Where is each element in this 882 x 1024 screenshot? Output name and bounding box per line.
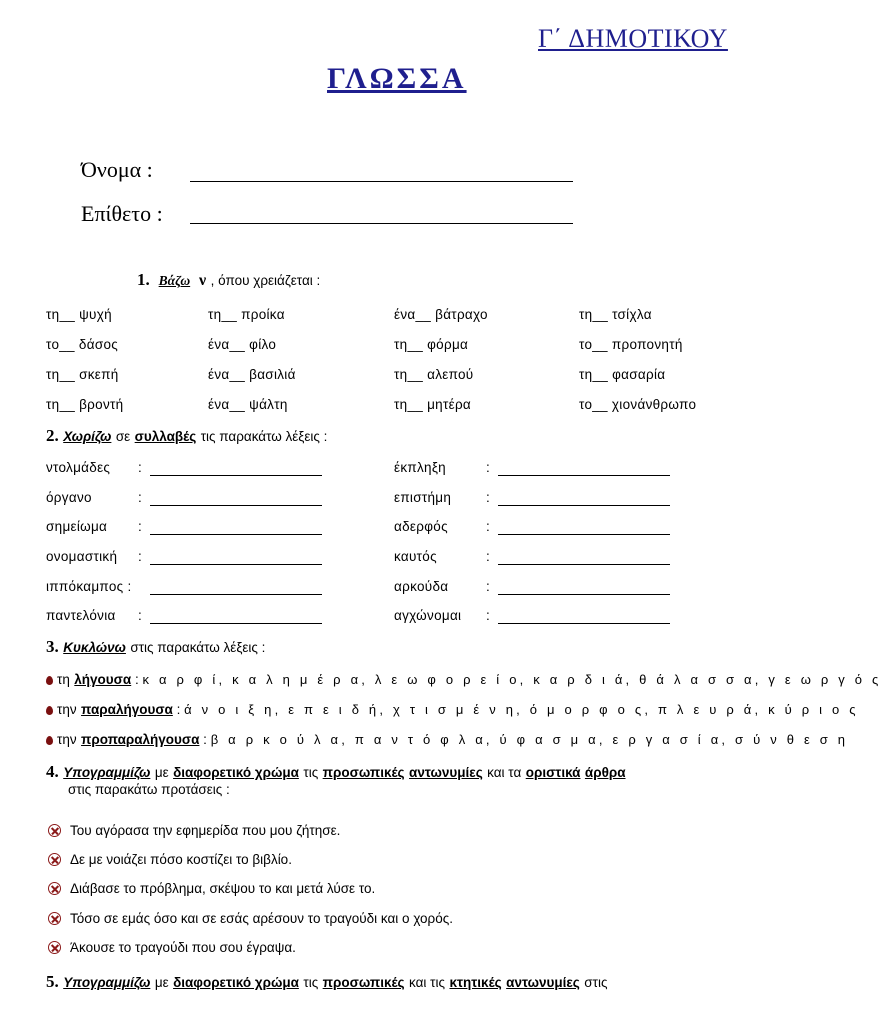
syllable-answer-line[interactable] <box>150 594 322 595</box>
exercise-4-heading: 4. Υπογραμμίζω με διαφορετικό χρώμα τις προσωπικές αντωνυμίες και τα οριστικά άρθρα <box>46 762 626 781</box>
keyword-definite: οριστικά <box>525 765 581 780</box>
syllable-answer-line[interactable] <box>498 564 670 565</box>
colon: : <box>486 549 491 564</box>
exercise-verb: Βάζω <box>158 273 191 288</box>
target-letter: ν <box>199 272 207 289</box>
compass-bullet-icon <box>48 882 61 895</box>
syllable-answer-line[interactable] <box>498 475 670 476</box>
colon: : <box>138 490 143 505</box>
keyword-possessive: κτητικές <box>449 975 502 990</box>
grade-heading: Γ΄ ΔΗΜΟΤΙΚΟΥ <box>538 24 728 53</box>
syllable-word: ονομαστική <box>46 549 118 564</box>
syllable-word: αρκούδα <box>394 579 449 594</box>
sentence-item: Του αγόρασα την εφημερίδα που μου ζήτησε. <box>48 823 340 838</box>
name-label: Όνομα : <box>81 157 153 182</box>
syllable-answer-line[interactable] <box>150 534 322 535</box>
exercise-verb: Κυκλώνω <box>63 640 126 655</box>
sentence-item: Δε με νοιάζει πόσο κοστίζει το βιβλίο. <box>48 852 292 867</box>
keyword-different-color: διαφορετικό χρώμα <box>173 975 299 990</box>
syllable-answer-line[interactable] <box>150 475 322 476</box>
fill-in-item[interactable]: τη__ τσίχλα <box>579 307 652 322</box>
colon: : <box>486 608 491 623</box>
exercise-number: 5. <box>46 972 59 991</box>
drop-bullet-icon <box>46 706 53 715</box>
keyword-paraligousa: παραλήγουσα <box>81 702 173 717</box>
syllable-word: ντολμάδες <box>46 460 111 475</box>
syllable-word: ιππόκαμπος : <box>46 579 132 594</box>
fill-in-item[interactable]: το__ προπονητή <box>579 337 683 352</box>
fill-in-item[interactable]: τη__ προίκα <box>208 307 285 322</box>
fill-in-item[interactable]: τη__ μητέρα <box>394 397 472 412</box>
exercise-number: 4. <box>46 762 59 781</box>
exercise-instruction: τις παρακάτω λέξεις : <box>200 429 328 444</box>
colon: : <box>138 608 143 623</box>
fill-in-item[interactable]: ένα__ βασιλιά <box>208 367 296 382</box>
syllable-answer-line[interactable] <box>150 623 322 624</box>
exercise-5-heading: 5. Υπογραμμίζω με διαφορετικό χρώμα τις προσωπικές και τις κτητικές αντωνυμίες στις <box>46 972 608 991</box>
compass-bullet-icon <box>48 824 61 837</box>
syllable-answer-line[interactable] <box>498 534 670 535</box>
syllable-answer-line[interactable] <box>150 564 322 565</box>
keyword-different-color: διαφορετικό χρώμα <box>173 765 299 780</box>
syllable-word: έκπληξη <box>394 460 446 475</box>
words-to-circle[interactable]: ά ν ο ι ξ η, ε π ε ι δ ή, χ τ ι σ μ έ ν η, ό μ ο ρ φ ο ς, π λ ε υ ρ ά, κ ύ ρ ι ο ς <box>184 702 859 717</box>
fill-in-item[interactable]: ένα__ φίλο <box>208 337 277 352</box>
syllable-answer-line[interactable] <box>498 594 670 595</box>
syllable-word: καυτός <box>394 549 437 564</box>
keyword-ligousa: λήγουσα <box>74 672 132 687</box>
name-field[interactable] <box>190 181 573 182</box>
word-se: σε <box>115 429 131 444</box>
exercise-instruction: , όπου χρειάζεται : <box>210 273 321 288</box>
keyword-personal: προσωπικές <box>322 975 405 990</box>
surname-label: Επίθετο : <box>81 201 163 226</box>
syllable-word: αγχώνομαι <box>394 608 462 623</box>
exercise-verb: Υπογραμμίζω <box>63 975 151 990</box>
sentence-item: Τόσο σε εμάς όσο και σε εσάς αρέσουν το τραγούδι και ο χορός. <box>48 911 453 926</box>
fill-in-item[interactable]: τη__ βροντή <box>46 397 124 412</box>
colon: : <box>486 460 491 475</box>
fill-in-item[interactable]: τη__ σκεπή <box>46 367 119 382</box>
compass-bullet-icon <box>48 941 61 954</box>
fill-in-item[interactable]: ένα__ βάτραχο <box>394 307 488 322</box>
compass-bullet-icon <box>48 853 61 866</box>
sentence-item: Άκουσε το τραγούδι που σου έγραψα. <box>48 940 296 955</box>
colon: : <box>138 460 143 475</box>
exercise-instruction: στις παρακάτω λέξεις : <box>130 640 266 655</box>
ex3-item-paraligousa: την παραλήγουσα : ά ν ο ι ξ η, ε π ε ι δ ή, χ τ ι σ μ έ ν η, ό μ ο ρ φ ο ς, π λ ε υ ρ ά, κ ύ ρ ι ο ς <box>46 701 859 719</box>
ex3-item-ligousa: τη λήγουσα : κ α ρ φ ί, κ α λ η μ έ ρ α, λ ε ω φ ο ρ ε ί ο, κ α ρ δ ι ά, θ ά λ α σ σ α, γ ε ω ρ γ ό ς <box>46 671 882 689</box>
page-title: ΓΛΩΣΣΑ <box>327 62 467 95</box>
exercise-number: 2. <box>46 426 59 445</box>
exercise-number: 1. <box>137 270 150 289</box>
exercise-verb: Χωρίζω <box>63 429 112 444</box>
fill-in-item[interactable]: ένα__ ψάλτη <box>208 397 288 412</box>
colon: : <box>486 579 491 594</box>
colon: : <box>138 519 143 534</box>
ex3-item-proparaligousa: την προπαραλήγουσα : β α ρ κ ο ύ λ α, π α ν τ ό φ λ α, ύ φ α σ μ α, ε ρ γ α σ ί α, σ ύ ν θ ε σ η <box>46 731 848 749</box>
exercise-verb: Υπογραμμίζω <box>63 765 151 780</box>
syllable-word: σημείωμα <box>46 519 108 534</box>
keyword-proparaligousa: προπαραλήγουσα <box>81 732 200 747</box>
exercise-number: 3. <box>46 637 59 656</box>
exercise-4-line2: στις παρακάτω προτάσεις : <box>68 782 230 797</box>
keyword-pronouns: αντωνυμίες <box>506 975 580 990</box>
fill-in-item[interactable]: τη__ φασαρία <box>579 367 666 382</box>
syllable-answer-line[interactable] <box>498 623 670 624</box>
fill-in-item[interactable]: τη__ αλεπού <box>394 367 474 382</box>
syllable-answer-line[interactable] <box>150 505 322 506</box>
compass-bullet-icon <box>48 912 61 925</box>
sentence-item: Διάβασε το πρόβλημα, σκέψου το και μετά λύσε το. <box>48 881 375 896</box>
drop-bullet-icon <box>46 676 53 685</box>
exercise-2-heading <box>46 426 327 446</box>
fill-in-item[interactable]: τη__ φόρμα <box>394 337 469 352</box>
keyword-syllables: συλλαβές <box>134 429 197 444</box>
keyword-articles: άρθρα <box>584 765 626 780</box>
exercise-1-heading <box>137 270 320 290</box>
syllable-word: παντελόνια <box>46 608 116 623</box>
keyword-pronouns: αντωνυμίες <box>409 765 483 780</box>
fill-in-item[interactable]: το__ δάσος <box>46 337 119 352</box>
colon: : <box>486 519 491 534</box>
surname-field[interactable] <box>190 223 573 224</box>
fill-in-item[interactable]: το__ χιονάνθρωπο <box>579 397 697 412</box>
fill-in-item[interactable]: τη__ ψυχή <box>46 307 112 322</box>
words-to-circle[interactable]: β α ρ κ ο ύ λ α, π α ν τ ό φ λ α, ύ φ α σ μ α, ε ρ γ α σ ί α, σ ύ ν θ ε σ η <box>210 732 849 747</box>
drop-bullet-icon <box>46 736 53 745</box>
syllable-answer-line[interactable] <box>498 505 670 506</box>
syllable-word: επιστήμη <box>394 490 452 505</box>
exercise-3-heading <box>46 637 265 657</box>
keyword-personal: προσωπικές <box>322 765 405 780</box>
syllable-word: αδερφός <box>394 519 448 534</box>
colon: : <box>138 549 143 564</box>
words-to-circle[interactable]: κ α ρ φ ί, κ α λ η μ έ ρ α, λ ε ω φ ο ρ ε ί ο, κ α ρ δ ι ά, θ ά λ α σ σ α, γ ε ω ρ γ ό ς <box>142 672 882 687</box>
colon: : <box>486 490 491 505</box>
syllable-word: όργανο <box>46 490 92 505</box>
